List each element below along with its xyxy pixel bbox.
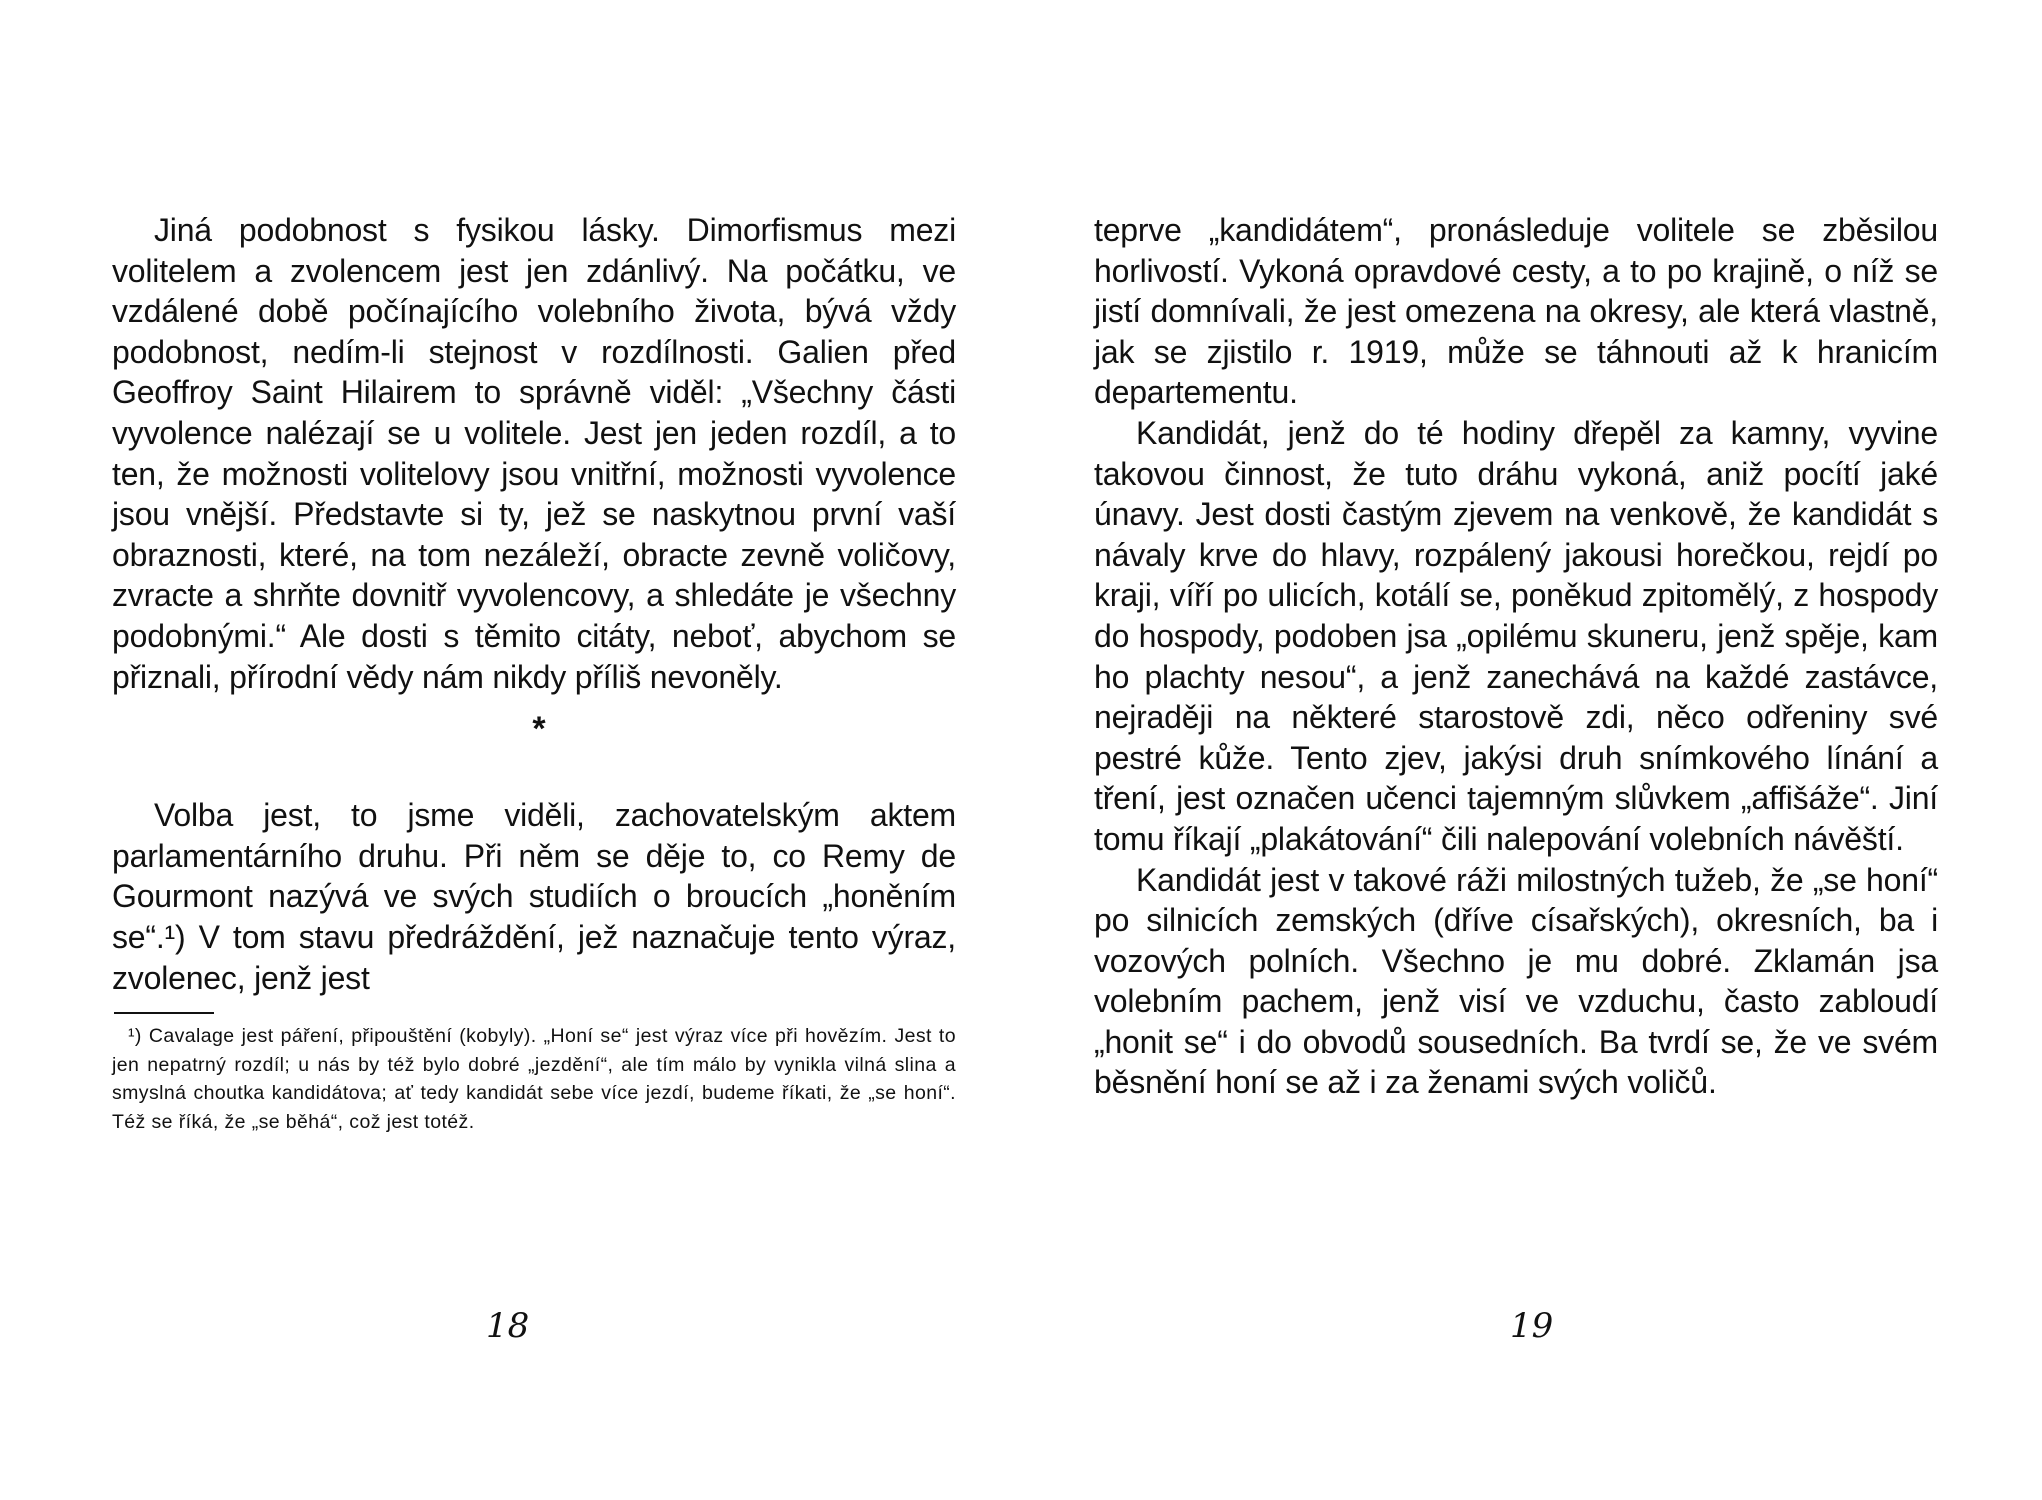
page-number-left: 18 — [486, 1306, 530, 1346]
left-page-body-continued — [112, 795, 956, 998]
footnote-divider — [114, 1012, 214, 1014]
right-paragraph-1: teprve „kandidátem“, pronásleduje volitele se zběsilou horlivostí. Vykoná opravdové cesty, a to po krajině, o níž se jistí domnívali, že jest omezena na okresy, ale která vlastně, jak se zjistilo r. 1919, může se táhnouti až k hranicím departementu. — [1094, 212, 1938, 411]
page-number-right: 19 — [1510, 1306, 1554, 1346]
section-separator: * — [532, 710, 546, 749]
right-paragraph-3: Kandidát jest v takové ráži milostných tužeb, že „se honí“ po silnicích zemských (dříve císařských), okresních, ba i vozových polních. Všechno je mu dobré. Zklamán jsa volebním pachem, jenž visí ve vzduchu, často zabloudí „honit se“ i do obvodů sousedních. Ba tvrdí se, že ve svém běsnění honí se až i za ženami svých voličů. — [1094, 861, 1938, 1101]
right-page-body — [1094, 210, 1938, 1103]
left-paragraph-2: Volba jest, to jsme viděli, zachovatelským aktem parlamentárního druhu. Při něm se děje to, co Remy de Gourmont nazývá ve svých studiích o broucích „honěním se“.¹) V tom stavu předráždění, jež naznačuje tento výraz, zvolenec, jenž jest — [112, 797, 956, 996]
footnote-text: ¹) Cavalage jest páření, připouštění (kobyly). „Honí se“ jest výraz více při hovězím. Jest to jen nepatrný rozdíl; u nás by též bylo dobré „jezdění“, ale tím málo by vynikla vilná slina a smyslná choutka kandidátova; ať tedy kandidát sebe více jezdí, budeme říkati, že „se honí“. Též se říká, že „se běhá“, což jest totéž. — [112, 1025, 956, 1133]
left-paragraph-1: Jiná podobnost s fysikou lásky. Dimorfismus mezi volitelem a zvolencem jest jen zdánlivý. Na počátku, ve vzdálené době počínajícího volebního života, bývá vždy podobnost, nedím-li stejnost v rozdílnosti. Galien před Geoffroy Saint Hilairem to správně viděl: „Všechny části vyvolence nalézají se u volitele. Jest jen jeden rozdíl, a to ten, že možnosti volitelovy jsou vnitřní, možnosti vyvolence jsou vnější. Představte si ty, jež se naskytnou první vaší obraznosti, které, na tom nezáleží, obracte zevně voličovy, zvracte a shrňte dovnitř vyvolencovy, a shledáte je všechny podobnými.“ Ale dosti s těmito citáty, neboť, abychom se přiznali, přírodní vědy nám nikdy příliš nevoněly. — [112, 212, 956, 695]
right-page — [1094, 210, 1938, 1103]
left-page — [112, 210, 956, 1136]
left-page-body — [112, 210, 956, 697]
right-paragraph-2: Kandidát, jenž do té hodiny dřepěl za kamny, vyvine takovou činnost, že tuto dráhu vykoná, aniž pocítí jaké únavy. Jest dosti častým zjevem na venkově, že kandidát s návaly krve do hlavy, rozpálený jakousi horečkou, rejdí po kraji, víří po ulicích, kotálí se, poněkud zpitomělý, z hospody do hospody, podoben jsa „opilému skuneru, jenž spěje, kam ho plachty nesou“, a jenž zanechává na každé zastávce, nejraději na některé starostově zdi, něco odřeniny své pestré kůže. Tento zjev, jakýsi druh snímkového línání a tření, jest označen učenci tajemným slůvkem „affišáže“. Jiní tomu říkají „plakátování“ čili nalepování volebních návěští. — [1094, 414, 1938, 857]
footnote — [112, 1022, 956, 1136]
